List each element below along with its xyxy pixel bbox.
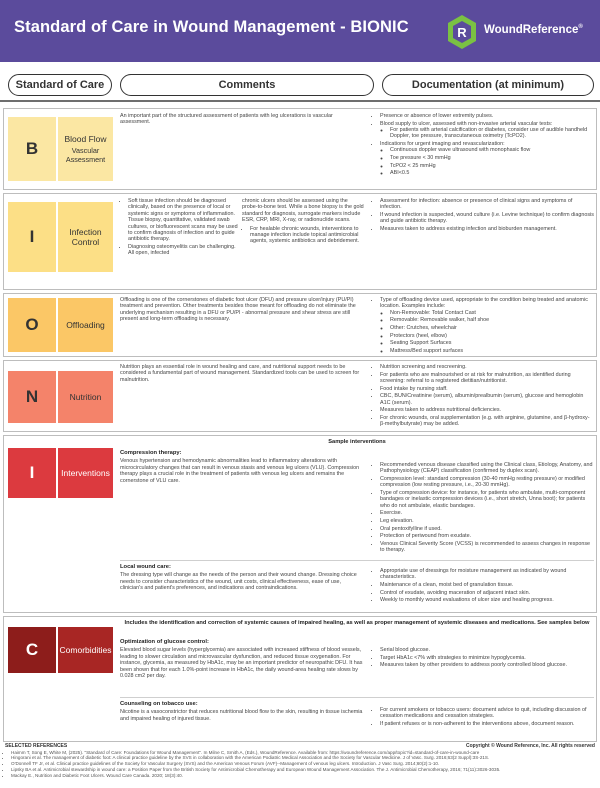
column-header-documentation: Documentation (at minimum) [382, 74, 594, 96]
row-name-box [58, 202, 113, 272]
compression-comment: Compression therapy: Venous hypertension and hemodynamic abnormalities lead to inflammatory alterations with microcirculatory changes that can result in venous stasis and venous leg ulcers (VLU). Compression therapy plays a crucial role in the treatment of patients with venous leg ulcers and remains the cornerstone of VLU care. [120, 450, 360, 484]
page-header [0, 0, 600, 62]
brand-registered-mark: ® [578, 24, 583, 31]
section-divider [120, 560, 594, 561]
tobacco-comment: Counseling on tobacco use: Nicotine is a vasoconstrictor that reduces nutritional blood flow to the skin, resulting in tissue ischemia and impaired healing of injured tissue. [120, 701, 363, 722]
row-interventions [3, 435, 597, 613]
glucose-documentation: • Serial blood glucose. • Target HbA1c <7% with strategies to minimize hypoglycemia. • Measures taken by other providers to address poorly controlled blood glucose. [372, 647, 594, 670]
woundreference-logo [446, 14, 596, 50]
reference-item: • O'Donnell TF Jr, et al. Clinical practice guidelines of the Society for Vascular Surgery (SVS) and the American Venous Forum (AVF)--Management of venous leg ulcers. Introduction. J Vasc Surg. 2014;60(2):1-10. [11, 761, 595, 767]
logo-letter: R [457, 25, 467, 40]
sample-interventions-header: Sample interventions [328, 439, 386, 445]
references-footer [5, 744, 595, 778]
row-blood-flow [3, 108, 597, 190]
reference-item: • Hingorani et al. The management of diabetic foot: A clinical practice guideline by the SVS in collaboration with the American Podiatric Medical Association and the Society for Vascular Medicine. J of Vasc. Surg. 2016;63(2 Suppl):3S-21S. [11, 755, 595, 761]
copyright-text: Copyright © Wound Reference, Inc. All rights reserved [466, 743, 595, 749]
header-divider [0, 100, 600, 102]
row-letter: I [8, 448, 56, 498]
documentation-list: • Assessment for infection: absence or presence of clinical signs and symptoms of infection. • If wound infection is suspected, wound culture (i.e. Levine technique) to confirm diagnosis and guide antibiotic therapy. • Measures taken to address existing infection and bioburden management. [372, 198, 594, 234]
brand-mark-icon [446, 14, 478, 50]
row-comorbidities [3, 616, 597, 742]
row-nutrition [3, 360, 597, 432]
comment-text: Nutrition plays an essential role in wound healing and care, and nutritional support needs to be considered a fundamental part of wound management. Standardized tools can be used to screen for malnutrition. [120, 364, 360, 383]
references-list [11, 750, 595, 779]
section-divider [120, 697, 594, 698]
comment-text: Offloading is one of the cornerstones of diabetic foot ulcer (DFU) and pressure ulcer/injury (PU/PI) treatment and prevention. Other treatments besides those meant for offloading do not eliminate the underlying mechanism resulting in a DFU or PU/PI - abnormal pressure and shear stress are still present and long-term offloading is necessary. [120, 297, 356, 323]
local-wound-care-documentation: • Appropriate use of dressings for moisture management as indicated by wound characteristics. • Maintenance of a clean, moist bed of granulation tissue. • Control of exudate, avoiding maceration of adjacent intact skin. • Weekly to monthly wound evaluations of ulcer size and healing progress. [372, 568, 594, 605]
row-name: Infection Control [69, 227, 102, 247]
brand-name: WoundReference [484, 24, 579, 36]
local-wound-care-comment: Local wound care: The dressing type will change as the needs of the person and their wound change. Dressing choice needs to consider characteristics of the wound, unit costs, clinical effectiveness, ease of use, clinician's and patient's preferences, and indications and contraindications. [120, 564, 357, 592]
page-title: Standard of Care in Wound Management - BIONIC [14, 18, 409, 36]
row-name-box [58, 298, 113, 352]
row-name: Interventions [61, 468, 110, 478]
comment-text: An important part of the structured assessment of patients with leg ulcerations is vascular assessment. [120, 113, 333, 126]
row-letter: N [8, 371, 56, 423]
documentation-list: • Type of offloading device used, appropriate to the condition being treated and anatomic location. Examples include: ◦ Non-Removable: Total Contact Cast ◦ Removable: Removable walker, half shoe ◦ Other: Crutches, wheelchair ◦ Protectors (heel, elbow) ◦ Seating Support Surfaces ◦ Mattress/Bed support surfaces [372, 297, 594, 355]
row-name-box [58, 627, 113, 673]
row-name: Blood Flow [64, 134, 107, 144]
column-header-comments: Comments [120, 74, 374, 96]
row-letter: C [8, 627, 56, 673]
row-name: Nutrition [69, 392, 102, 402]
row-name: Comorbidities [59, 645, 112, 655]
reference-item: • Mackay E., Nutrition and Diabetic Foot Ulcers. Wound Care Canada. 2020; 18(3):40. [11, 773, 595, 779]
row-name: Offloading [66, 320, 105, 330]
row-subname: Vascular Assessment [65, 146, 106, 164]
reference-item: • Lipsky BA et al. Antimicrobial stewardship in wound care: a Position Paper from the British Society for Antimicrobial Chemotherapy and European Wound Management Association. The J. Antimicrobial Chemotherapy, 2016; 71(11):3026-3035. [11, 767, 595, 773]
row-offloading [3, 293, 597, 357]
tobacco-documentation: • For current smokers or tobacco users: document advice to quit, including discussion of cessation medications and cessation strategies. • If patient refuses or is non-adherent to the interventions above, document reason. [372, 707, 594, 729]
row-name-box [58, 117, 113, 181]
glucose-comment: Optimization of glucose control: Elevated blood sugar levels (hyperglycemia) are associated with increased stiffness of blood vessels, leading to slower circulation and microvascular dysfunction, and reduced tissue oxygenation. For instance, glycemia, as measured by HbA1c, may be an important predictor of neuropathic DFU. It has been shown that for each 1.0%-point increase in HbA1c, the daily wound-area healing rate slows by 0.028 cm2 per day. [120, 639, 363, 680]
row-letter: I [8, 202, 56, 272]
comment-text-col2: chronic ulcers should be assessed using the probe-to-bone test. While a bone biopsy is the gold standard for diagnosis, surrogate markers include ESR, CRP, MRI, X-ray, or radionuclide scans. • For healable chronic wounds, interventions to manage infection include topical antimicrobial agents, systemic antibiotics and debridement. [242, 198, 364, 246]
row-name-box [58, 371, 113, 423]
reference-item: • Haimm T, Song E, White M, (2025). "Standard of Care: Foundations for Wound Management". In Milne C, Smith A, (Eds.), WoundReference. Available from: https://woundreference.com/app/topic?id=standard-of-care-in-wound-care [11, 750, 595, 756]
comorbidities-intro: Includes the identification and correction of systemic causes of impaired healing, as well as proper management of systemic diseases and medications. See samples below [124, 620, 590, 626]
row-letter: O [8, 298, 56, 352]
comment-text-col1: • Soft tissue infection should be diagnosed clinically, based on the presence of local or systemic signs or symptoms of inflammation. Tissue biopsy, quantitative, validated swab cultures, or biofluorescent scans may be used to confirm diagnosis of infection and to guide antibiotic therapy. • Diagnosing osteomyelitis can be challenging. All open, infected [120, 198, 238, 258]
documentation-list: • Nutrition screening and rescreening. • For patients who are malnourished or at risk for malnutrition, as identified during screening: referral to a registered dietitian/nutritionist. • Food intake by nursing staff. • CBC, BUN/Creatinine (serum), albumin/prealbumin (serum), glucose and hemoglobin A1C (serum). • Measures taken to address nutritional deficiencies. • For chronic wounds, oral supplementation (e.g. with arginine, glutamine, and β-hydroxy-β-methylbutyrate) may be added. [372, 364, 594, 429]
documentation-list: • Presence or absence of lower extremity pulses. • Blood supply to ulcer, assessed with non-invasive arterial vascular tests: ◦ For patients with arterial calcification or diabetes, consider use of audible handheld Doppler, toe pressure, transcutaneous oximetry (TcPO2). • Indications for urgent imaging and revascularization: ◦ Continuous doppler wave ultrasound with monophasic flow ◦ Toe pressure < 30 mmHg ◦ TcPO2 < 25 mmHg ◦ ABI<0.5 [372, 113, 594, 178]
compression-documentation: • Recommended venous disease classified using the Clinical class, Etiology, Anatomy, and Pathophysiology (CEAP) classification (confirmed by duplex scan). • Compression level: standard compression (30-40 mmHg resting pressure) or modified compression (low resting pressure, i.e., 20-30 mmHg). • Type of compression device: for instance, for patients who ambulate, multi-component bandages or inelastic compression devices (i.e., short stretch, Unna boot); for patients who do not ambulate, elastic bandages. • Exercise. • Leg elevation. • Oral pentoxifylline if used. • Protection of periwound from exudate. • Venous Clinical Severity Score (VCSS) is recommended to assess changes in response to therapy. [372, 462, 594, 555]
row-letter: B [8, 117, 56, 181]
row-infection-control [3, 193, 597, 290]
references-title: SELECTED REFERENCES [5, 743, 68, 749]
row-name-box [58, 448, 113, 498]
column-header-standard: Standard of Care [8, 74, 112, 96]
